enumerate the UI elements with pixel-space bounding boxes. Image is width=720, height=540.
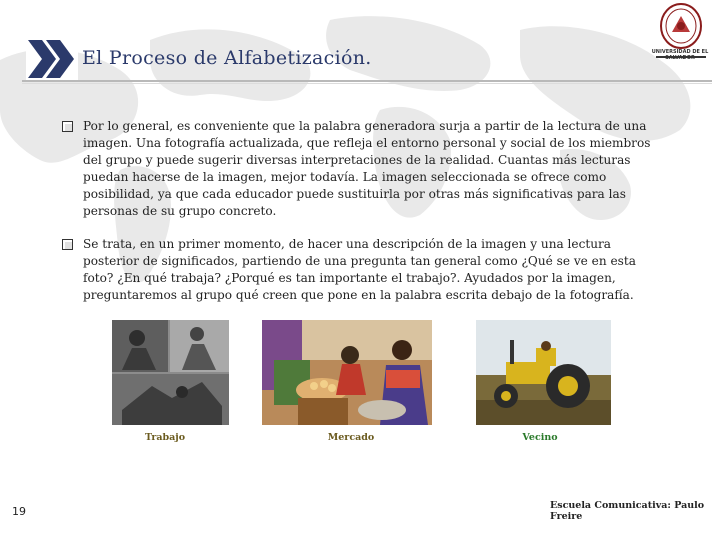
bullet-text: Se trata, en un primer momento, de hacer una descripción de la imagen y una lectura posterior de significados, partiendo de una pregunta tan general como ¿Qué se ve en esta foto? ¿En qué trabaja? ¿Porqué es tan importante el trabajo?. Ayudados por la imagen, preguntaremos al grupo qué creen que pone en la palabra escrita debajo de la fotografía. [83, 237, 636, 302]
square-bullet-icon [62, 121, 73, 132]
header-divider-shadow [22, 83, 712, 84]
caption-mercado: Mercado [327, 432, 375, 443]
footer-text: Escuela Comunicativa: Paulo Freire [550, 500, 705, 522]
double-chevron-icon [26, 36, 78, 82]
tractor-photo [476, 320, 611, 425]
page-title: El Proceso de Alfabetización. [82, 47, 372, 69]
page-number: 19 [12, 505, 26, 518]
market-photo [262, 320, 432, 425]
bullet-item [62, 118, 654, 220]
bullet-item [62, 236, 654, 304]
logo-caption: UNIVERSIDAD DE EL SALVADOR [651, 49, 709, 61]
bullet-text: Por lo general, es conveniente que la palabra generadora surja a partir de la lectura de una imagen. Una fotografía actualizada, que refleja el entorno personal y social de los miembros del grupo y puede sugerir diversas interpretaciones de la realidad. Cuantas más lecturas puedan hacerse de la imagen, mejor todavía. La imagen seleccionada se ofrece como posibilidad, ya que cada educador puede sustituirla por otras más significativas para las personas de su grupo concreto. [83, 119, 651, 218]
bullet-list [62, 118, 654, 320]
caption-trabajo: Trabajo [144, 432, 186, 443]
work-photo [112, 320, 229, 425]
square-bullet-icon [62, 239, 73, 250]
caption-vecino: Vecino [522, 432, 558, 443]
header-divider [22, 80, 712, 82]
